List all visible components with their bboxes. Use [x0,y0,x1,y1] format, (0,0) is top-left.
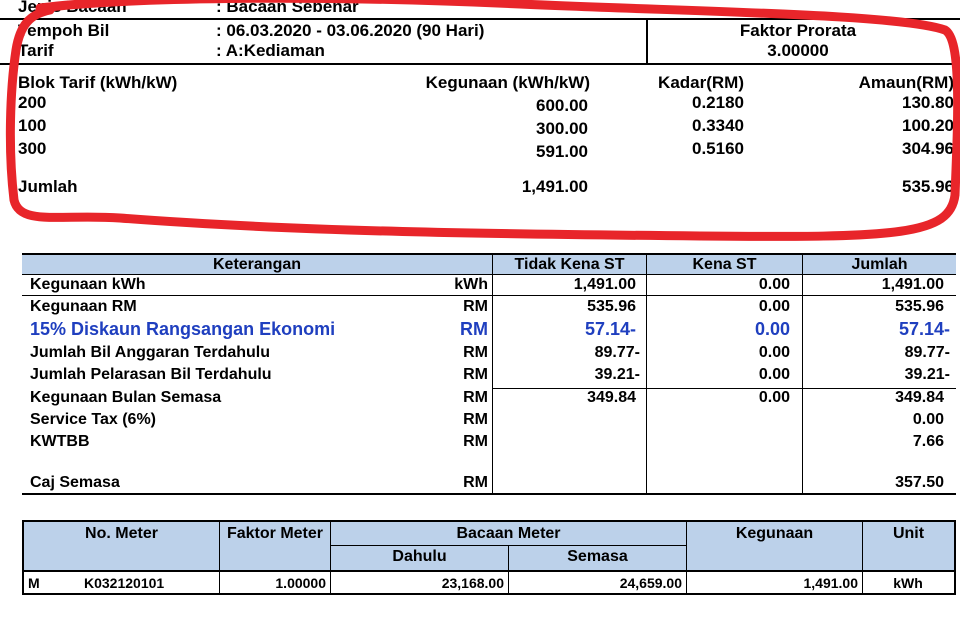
row-kena-st: 0.00 [758,366,790,383]
row-label: Kegunaan Bulan Semasa [30,389,222,406]
jenis-label: Jenis Bacaan [18,0,127,16]
tariff-usage: 300.00 [536,119,588,138]
summary-top-rule [22,253,956,255]
meter-top-rule [22,520,956,522]
row-kena-st: 0.00 [758,298,790,315]
row-unit: RM [460,319,488,339]
meter-header-kegunaan: Kegunaan [735,525,814,542]
summary-header-jumlah: Jumlah [851,256,908,273]
row-label: KWTBB [30,433,90,450]
tariff-total-amount: 535.96 [902,177,954,196]
row-jumlah: 89.77- [904,344,950,361]
meter-right-rule [954,520,956,594]
tariff-amount: 100.20 [902,116,954,135]
row-jumlah: 57.14- [898,319,950,339]
tariff-header-blok: Blok Tarif (kWh/kW) [18,73,178,92]
row-tidak-kena-st: 1,491.00 [573,276,636,293]
meter-dahulu: 23,168.00 [441,575,504,591]
row-label: Kegunaan RM [30,298,137,315]
summary-bottom-rule [22,493,956,495]
summary-row1-rule [22,295,956,296]
tariff-amount: 304.96 [902,139,954,158]
row-unit: RM [463,433,488,450]
prorata-value: 3.00000 [767,41,829,60]
row-label: 15% Diskaun Rangsangan Ekonomi [30,319,336,339]
tariff-blok: 300 [18,139,47,158]
row-jumlah: 349.84 [895,389,944,406]
meter-unit: kWh [893,575,923,591]
row-unit: RM [463,366,488,383]
row-tidak-kena-st: 349.84 [587,389,636,406]
tarif-value: : A:Kediaman [216,41,325,60]
row-jumlah: 7.66 [912,433,944,450]
row-kena-st: 0.00 [754,319,790,339]
jenis-value: : Bacaan Sebenar [216,0,359,16]
tariff-blok: 100 [18,116,47,135]
summary-col-divider-2 [646,253,647,494]
summary-header-keterangan: Keterangan [212,256,302,273]
row-label: Caj Semasa [30,474,120,491]
summary-header-rule [22,274,956,275]
row-jumlah: 1,491.00 [881,276,944,293]
row-unit: RM [463,344,488,361]
meter-kegunaan: 1,491.00 [803,575,858,591]
row-unit: RM [463,474,488,491]
row-tidak-kena-st: 57.14- [584,319,636,339]
row-tidak-kena-st: 89.77- [594,344,640,361]
summary-col-divider-3 [802,253,803,494]
row-label: Jumlah Bil Anggaran Terdahulu [30,344,271,361]
meter-header-no: No. Meter [85,525,158,542]
meter-header-bacaan: Bacaan Meter [456,525,561,542]
tariff-rate: 0.5160 [692,139,744,158]
meter-bottom-rule [22,593,956,595]
meter-semasa: 24,659.00 [619,575,682,591]
tariff-rate: 0.3340 [692,116,744,135]
row-unit: RM [463,411,488,428]
red-annotation-circle [0,0,960,250]
tariff-blok: 200 [18,93,47,112]
meter-header-semasa: Semasa [567,548,628,565]
row-unit: RM [463,389,488,406]
meter-header-faktor: Faktor Meter [226,525,324,542]
tariff-amount: 130.80 [902,93,954,112]
tempoh-value: : 06.03.2020 - 03.06.2020 (90 Hari) [216,21,485,40]
row-tidak-kena-st: 535.96 [587,298,636,315]
row-jumlah: 39.21- [904,366,950,383]
tariff-usage: 600.00 [536,96,588,115]
row-kena-st: 0.00 [758,389,790,406]
row-jumlah: 357.50 [895,474,944,491]
tarif-label: Tarif [18,41,54,60]
meter-header-dahulu: Dahulu [392,548,447,565]
summary-header-tidak-kena-st: Tidak Kena ST [514,256,625,273]
summary-col-divider-1 [492,253,493,494]
meter-header-bottom-rule [22,570,956,572]
row-unit: kWh [454,276,488,293]
row-kena-st: 0.00 [758,344,790,361]
meter-header-unit: Unit [892,525,925,542]
summary-header-kena-st: Kena ST [692,256,757,273]
tariff-header-kadar: Kadar(RM) [658,73,744,92]
tariff-total-label: Jumlah [18,177,78,196]
row-label: Service Tax (6%) [30,411,156,428]
meter-type: M [28,575,40,591]
row-kena-st: 0.00 [758,276,790,293]
tariff-usage: 591.00 [536,142,588,161]
prorata-label: Faktor Prorata [739,21,857,40]
row-label: Kegunaan kWh [30,276,146,293]
tempoh-label: Tempoh Bil [18,21,110,40]
tariff-header-kegunaan: Kegunaan (kWh/kW) [425,73,590,92]
row-jumlah: 535.96 [895,298,944,315]
row-label: Jumlah Pelarasan Bil Terdahulu [30,366,272,383]
meter-faktor: 1.00000 [275,575,326,591]
row-unit: RM [463,298,488,315]
tariff-total-usage: 1,491.00 [521,177,588,196]
tariff-header-amaun: Amaun(RM) [858,73,954,92]
tariff-rate: 0.2180 [692,93,744,112]
meter-no: K032120101 [84,575,165,591]
row-tidak-kena-st: 39.21- [594,366,640,383]
row-jumlah: 0.00 [912,411,944,428]
